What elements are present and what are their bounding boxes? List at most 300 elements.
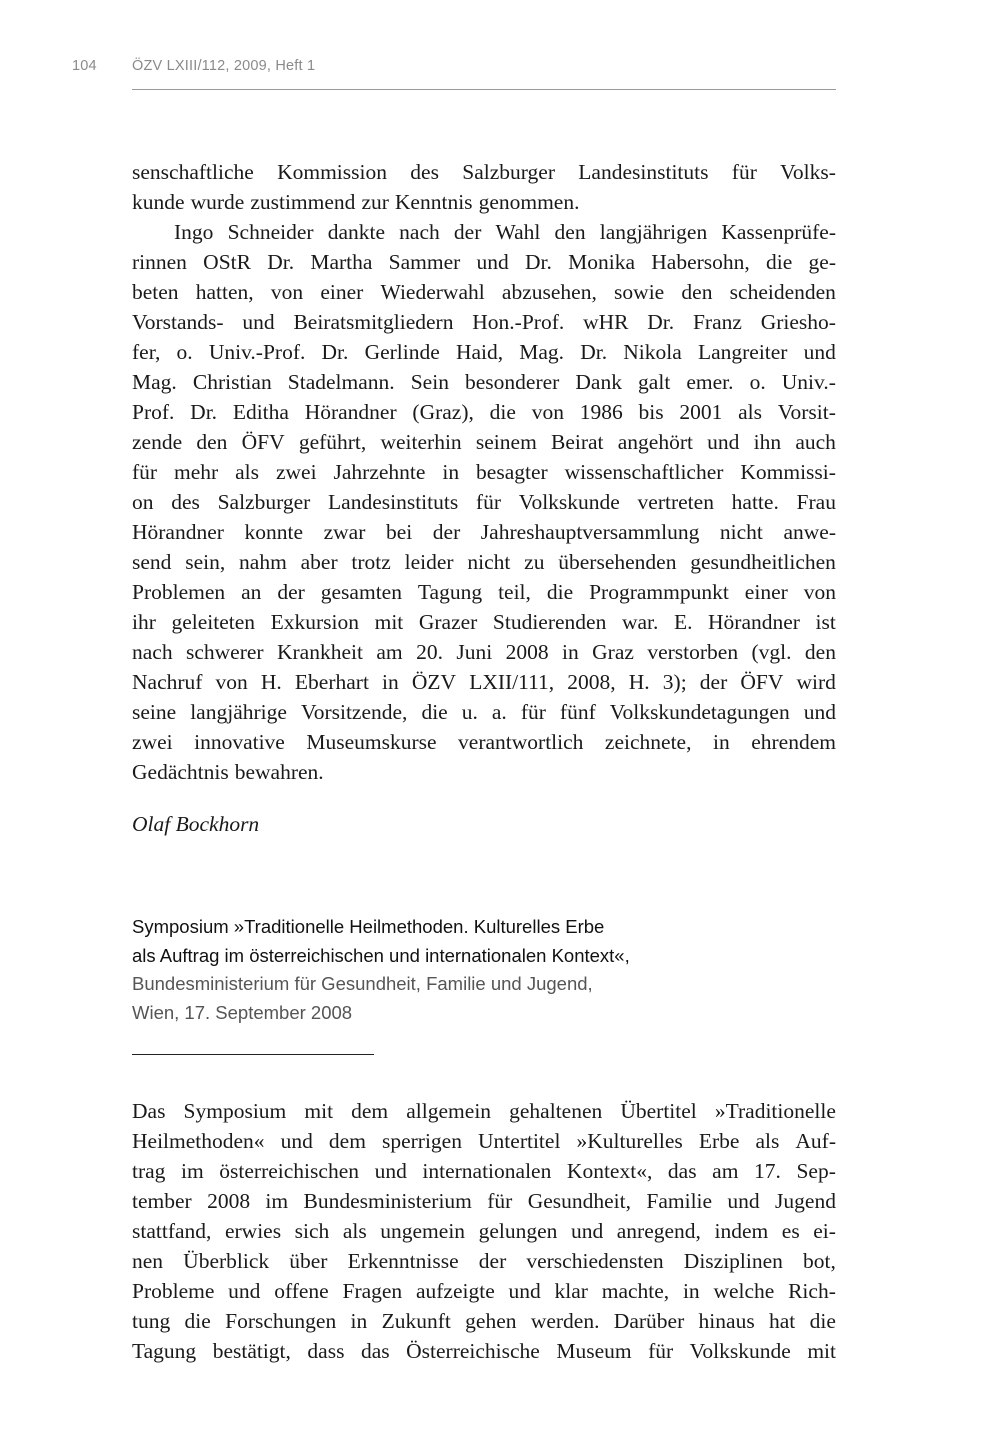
word: Stadelmann. (287, 370, 395, 394)
word: Museumskurse (306, 730, 437, 754)
word: dankte (327, 220, 386, 244)
word: Gedächtnis (132, 760, 229, 784)
word: vertreten (637, 490, 714, 514)
word: Österreichische (406, 1339, 540, 1363)
word: Hörandner (304, 400, 397, 424)
word: nen (132, 1249, 164, 1273)
word: Gerlinde (364, 340, 440, 364)
word: klar (554, 1279, 588, 1303)
word: bestätigt, (212, 1339, 291, 1363)
word: und (803, 700, 836, 724)
word: hatten, (195, 280, 254, 304)
word: leider (404, 550, 454, 574)
word: besagter (476, 460, 548, 484)
word: zwei (132, 730, 173, 754)
word: Martha (310, 250, 373, 274)
word: Vorsitzende, (300, 700, 408, 724)
word: übersehenden (558, 550, 677, 574)
word: Museum (556, 1339, 632, 1363)
word: Dr. (321, 340, 349, 364)
text-line (132, 697, 836, 727)
word: send (132, 550, 172, 574)
word: erwies (224, 1219, 282, 1243)
word: von (531, 400, 564, 424)
word: seine (132, 700, 177, 724)
word: Kontext«, (566, 1159, 653, 1183)
word: wissenschaftlicher (564, 460, 724, 484)
word: Landesinstituts (328, 490, 459, 514)
word: Erkenntnisse (347, 1249, 459, 1273)
text-line (132, 547, 836, 577)
word: Kenntnis (394, 190, 473, 214)
word: zur (361, 190, 389, 214)
word: des (171, 490, 200, 514)
text-line (132, 1276, 836, 1306)
word: ÖFV (740, 670, 784, 694)
word: gehen (465, 1309, 517, 1333)
word: als (738, 400, 762, 424)
word: 17. (754, 1159, 781, 1183)
word: und (374, 1159, 407, 1183)
word: aufzeigte (415, 1279, 495, 1303)
word: sich (294, 1219, 330, 1243)
word: Forschungen (225, 1309, 337, 1333)
word: Sep- (796, 1159, 836, 1183)
word: ungemein (380, 1219, 466, 1243)
word: Langreiter (697, 340, 788, 364)
word: als (755, 1129, 780, 1153)
word: für (475, 490, 501, 514)
word: langjährige (190, 700, 287, 724)
word: zeichnete, (604, 730, 692, 754)
article-title-line: Symposium »Traditionelle Heilmethoden. Kulturelles Erbe (132, 916, 605, 937)
word: Fragen (342, 1279, 403, 1303)
word: verantwortlich (458, 730, 584, 754)
word: Nikola (623, 340, 682, 364)
word: on (132, 490, 154, 514)
word: Kassenprüfe- (721, 220, 836, 244)
text-line (132, 577, 836, 607)
word: am (376, 640, 403, 664)
word: Wiederwahl (380, 280, 485, 304)
word: scheidenden (729, 280, 836, 304)
word: Christian (192, 370, 272, 394)
word: am (712, 1159, 739, 1183)
word: o. (749, 370, 766, 394)
word: gesamten (320, 580, 402, 604)
word: Problemen (132, 580, 226, 604)
word: nahm (239, 550, 287, 574)
word: mit (374, 610, 404, 634)
report-two-body (132, 1096, 836, 1366)
text-line (132, 1216, 836, 1246)
word: Exkursion (270, 610, 360, 634)
text-line (132, 607, 836, 637)
word: das (360, 1339, 390, 1363)
word: Hörandner (132, 520, 224, 544)
word: beten (132, 280, 179, 304)
word: Univ.- (781, 370, 836, 394)
word: Vorsit- (777, 400, 836, 424)
word: Mag. (132, 370, 177, 394)
word: über (289, 1249, 328, 1273)
word: für (132, 460, 158, 484)
report-one-body (132, 157, 836, 787)
word: verstorben (647, 640, 739, 664)
text-line (132, 157, 836, 187)
word: Überblick (183, 1249, 270, 1273)
word: dem (328, 1129, 366, 1153)
word: Habersohn, (651, 250, 750, 274)
word: im (265, 1189, 289, 1213)
word: »Traditionelle (714, 1099, 836, 1123)
word: den (554, 220, 586, 244)
word: allgemein (406, 1099, 492, 1123)
word: (vgl. (751, 640, 792, 664)
word: Grazer (418, 610, 478, 634)
word: in (562, 640, 579, 664)
word: schwerer (186, 640, 264, 664)
text-line (132, 247, 836, 277)
word: abzusehen, (501, 280, 597, 304)
word: besonderer (465, 370, 560, 394)
word: fünf (559, 700, 596, 724)
word: ÖZV (411, 670, 457, 694)
word: ihr (132, 610, 156, 634)
word: welche (713, 1279, 775, 1303)
word: 2008 (505, 640, 549, 664)
word: nach (132, 640, 173, 664)
word: den (681, 280, 713, 304)
word: ei- (813, 1219, 836, 1243)
word: im (181, 1159, 204, 1183)
word: von (215, 670, 248, 694)
word: Dr. (267, 250, 295, 274)
word: sowie (614, 280, 665, 304)
word: die (421, 700, 448, 724)
word: Mag. (519, 340, 565, 364)
text-line (132, 1126, 836, 1156)
word: in (682, 1279, 700, 1303)
word: zende (132, 430, 183, 454)
word: und (508, 1279, 541, 1303)
word: Prof. (132, 400, 175, 424)
word: gelungen (478, 1219, 558, 1243)
author-signature: Olaf Bockhorn (132, 812, 260, 836)
word: den (804, 640, 836, 664)
word: in (712, 730, 730, 754)
word: nicht (467, 550, 511, 574)
text-line (132, 1156, 836, 1186)
word: a. (491, 700, 507, 724)
word: es (781, 1219, 800, 1243)
word: sperrigen (381, 1129, 462, 1153)
article-venue: Bundesministerium für Gesundheit, Familie und Jugend, (132, 973, 593, 994)
word: Dank (575, 370, 622, 394)
word: hat (769, 1309, 796, 1333)
word: Hon.-Prof. (472, 310, 565, 334)
word: in (350, 1309, 368, 1333)
text-line (132, 1096, 836, 1126)
word: Dr. (647, 310, 675, 334)
word: als (235, 460, 260, 484)
word: für (648, 1339, 674, 1363)
text-line (132, 1306, 836, 1336)
word: 2001 (679, 400, 723, 424)
word: Salzburger (462, 160, 555, 184)
word: bis (638, 400, 664, 424)
word: Kommissi- (740, 460, 836, 484)
word: Dr. (525, 250, 552, 274)
word: »Kulturelles (576, 1129, 683, 1153)
word: mehr (174, 460, 219, 484)
word: Übertitel (620, 1099, 697, 1123)
word: Bundesministerium (303, 1189, 472, 1213)
word: seinem (475, 430, 537, 454)
word: Haid, (455, 340, 504, 364)
text-line (132, 187, 836, 217)
word: ge- (808, 250, 836, 274)
word: Jahreshauptversammlung (480, 520, 700, 544)
word: Eberhart (294, 670, 369, 694)
word: Landesinstituts (578, 160, 709, 184)
word: rinnen (132, 250, 187, 274)
word: hatte. (731, 490, 779, 514)
word: 2008, (567, 670, 616, 694)
word: in (382, 670, 399, 694)
word: geleiteten (171, 610, 256, 634)
word: als (342, 1219, 367, 1243)
word: langjährigen (599, 220, 708, 244)
word: Beirat (551, 430, 604, 454)
text-line (132, 307, 836, 337)
word: bot, (803, 1249, 836, 1273)
word: zustimmend (250, 190, 356, 214)
word: Studierenden (492, 610, 607, 634)
text-line (132, 517, 836, 547)
word: zu (524, 550, 545, 574)
text-line (132, 487, 836, 517)
word: Franz (692, 310, 742, 334)
text-line (132, 667, 836, 697)
word: und (570, 1219, 604, 1243)
word: wird (796, 670, 836, 694)
word: Frau (796, 490, 836, 514)
section-divider (132, 1054, 374, 1055)
text-line (132, 457, 836, 487)
word: Untertitel (478, 1129, 561, 1153)
word: und (242, 310, 275, 334)
word: Tagung (132, 1339, 197, 1363)
word: mit (304, 1099, 334, 1123)
word: mit (807, 1339, 836, 1363)
word: Volkskunde (518, 490, 620, 514)
word: u. (461, 700, 478, 724)
word: OStR (203, 250, 251, 274)
word: der (432, 520, 461, 544)
word: Schneider (227, 220, 314, 244)
word: die (546, 580, 574, 604)
word: des (410, 160, 439, 184)
running-head (0, 58, 1000, 82)
word: Zukunft (381, 1309, 451, 1333)
word: Heilmethoden« (132, 1129, 265, 1153)
word: einer (320, 280, 364, 304)
text-line (132, 397, 836, 427)
word: und (803, 340, 836, 364)
word: Graz (592, 640, 634, 664)
word: Editha (232, 400, 289, 424)
word: stattfand, (132, 1219, 212, 1243)
word: Krankheit (277, 640, 363, 664)
word: werden. (530, 1309, 600, 1333)
word: Erbe (698, 1129, 740, 1153)
text-line (132, 727, 836, 757)
word: fer, (132, 340, 161, 364)
word: 20. (416, 640, 443, 664)
word: ÖFV (241, 430, 285, 454)
word: dass (307, 1339, 345, 1363)
word: sein, (185, 550, 226, 574)
word: und (707, 430, 740, 454)
word: nicht (719, 520, 763, 544)
word: genommen. (478, 190, 580, 214)
text-line (132, 1336, 836, 1366)
word: auch (795, 430, 836, 454)
article-title-line: als Auftrag im österreichischen und internationalen Kontext«, (132, 944, 630, 966)
word: und (280, 1129, 313, 1153)
word: Univ.-Prof. (208, 340, 306, 364)
word: internationalen (422, 1159, 552, 1183)
word: zwar (323, 520, 366, 544)
word: 1986 (579, 400, 623, 424)
word: Das (132, 1099, 166, 1123)
word: einer (744, 580, 788, 604)
word: die (184, 1309, 211, 1333)
word: und (476, 250, 509, 274)
word: die (809, 1309, 836, 1333)
word: Hörandner (708, 610, 800, 634)
word: Programmpunkt (589, 580, 729, 604)
word: gesundheitlichen (690, 550, 836, 574)
header-rule (132, 89, 836, 90)
word: war. (621, 610, 659, 634)
word: in (442, 460, 460, 484)
word: wurde (190, 190, 245, 214)
word: zwei (275, 460, 317, 484)
word: der (478, 1249, 507, 1273)
word: Auf- (795, 1129, 836, 1153)
word: und (727, 1189, 760, 1213)
word: Dr. (580, 340, 608, 364)
word: Jahrzehnte (333, 460, 426, 484)
word: der (277, 580, 305, 604)
word: Disziplinen (683, 1249, 783, 1273)
word: von (270, 280, 304, 304)
word: o. (176, 340, 193, 364)
word: weiterhin (380, 430, 462, 454)
text-line (132, 1246, 836, 1276)
word: Familie (646, 1189, 713, 1213)
text-line (132, 337, 836, 367)
word: aber (300, 550, 338, 574)
text-line (132, 1186, 836, 1216)
word: machte, (601, 1279, 670, 1303)
word: 3); (662, 670, 687, 694)
word: galt (638, 370, 671, 394)
word: Juni (456, 640, 493, 664)
word: von (803, 580, 836, 604)
word: den (196, 430, 228, 454)
word: Tagung (417, 580, 483, 604)
word: Vorstands- (132, 310, 224, 334)
word: und (228, 1279, 261, 1303)
word: für (731, 160, 757, 184)
word: ist (815, 610, 836, 634)
text-line (132, 277, 836, 307)
word: verschiedensten (526, 1249, 664, 1273)
word: tember (132, 1189, 192, 1213)
word: geführt, (298, 430, 367, 454)
word: Monika (568, 250, 636, 274)
word: offene (274, 1279, 329, 1303)
word: der (699, 670, 728, 694)
word: die (766, 250, 793, 274)
word: emer. (686, 370, 734, 394)
word: der (453, 220, 482, 244)
word: Jugend (775, 1189, 836, 1213)
word: Wahl (495, 220, 541, 244)
word: dem (351, 1099, 389, 1123)
word: Rich- (788, 1279, 836, 1303)
word: H. (628, 670, 650, 694)
word: hinaus (698, 1309, 755, 1333)
word: innovative (194, 730, 285, 754)
word: angehört (617, 430, 693, 454)
text-line (132, 427, 836, 457)
word: nach (399, 220, 440, 244)
word: Beiratsmitgliedern (293, 310, 454, 334)
article-heading (132, 913, 832, 1027)
word: Volks- (780, 160, 836, 184)
word: Gesundheit, (527, 1189, 632, 1213)
word: bei (385, 520, 413, 544)
word: anwe- (783, 520, 836, 544)
word: Volkskunde (689, 1339, 791, 1363)
word: anregend, (616, 1219, 701, 1243)
word: Volkskundetagungen (609, 700, 790, 724)
word: trotz (351, 550, 391, 574)
article-date: Wien, 17. September 2008 (132, 1001, 353, 1023)
word: Sammer (388, 250, 461, 274)
word: teil, (498, 580, 531, 604)
word: wHR (583, 310, 629, 334)
page-number: 104 (72, 58, 97, 74)
word: konnte (244, 520, 304, 544)
word: Griesho- (760, 310, 836, 334)
text-line (132, 217, 836, 247)
text-line (132, 637, 836, 667)
word: Probleme (132, 1279, 215, 1303)
word: Salzburger (217, 490, 311, 514)
word: E. (673, 610, 693, 634)
text-line (132, 757, 836, 787)
word: 2008 (207, 1189, 251, 1213)
word: an (241, 580, 262, 604)
word: für (487, 1189, 513, 1213)
word: Sein (410, 370, 449, 394)
word: für (520, 700, 546, 724)
